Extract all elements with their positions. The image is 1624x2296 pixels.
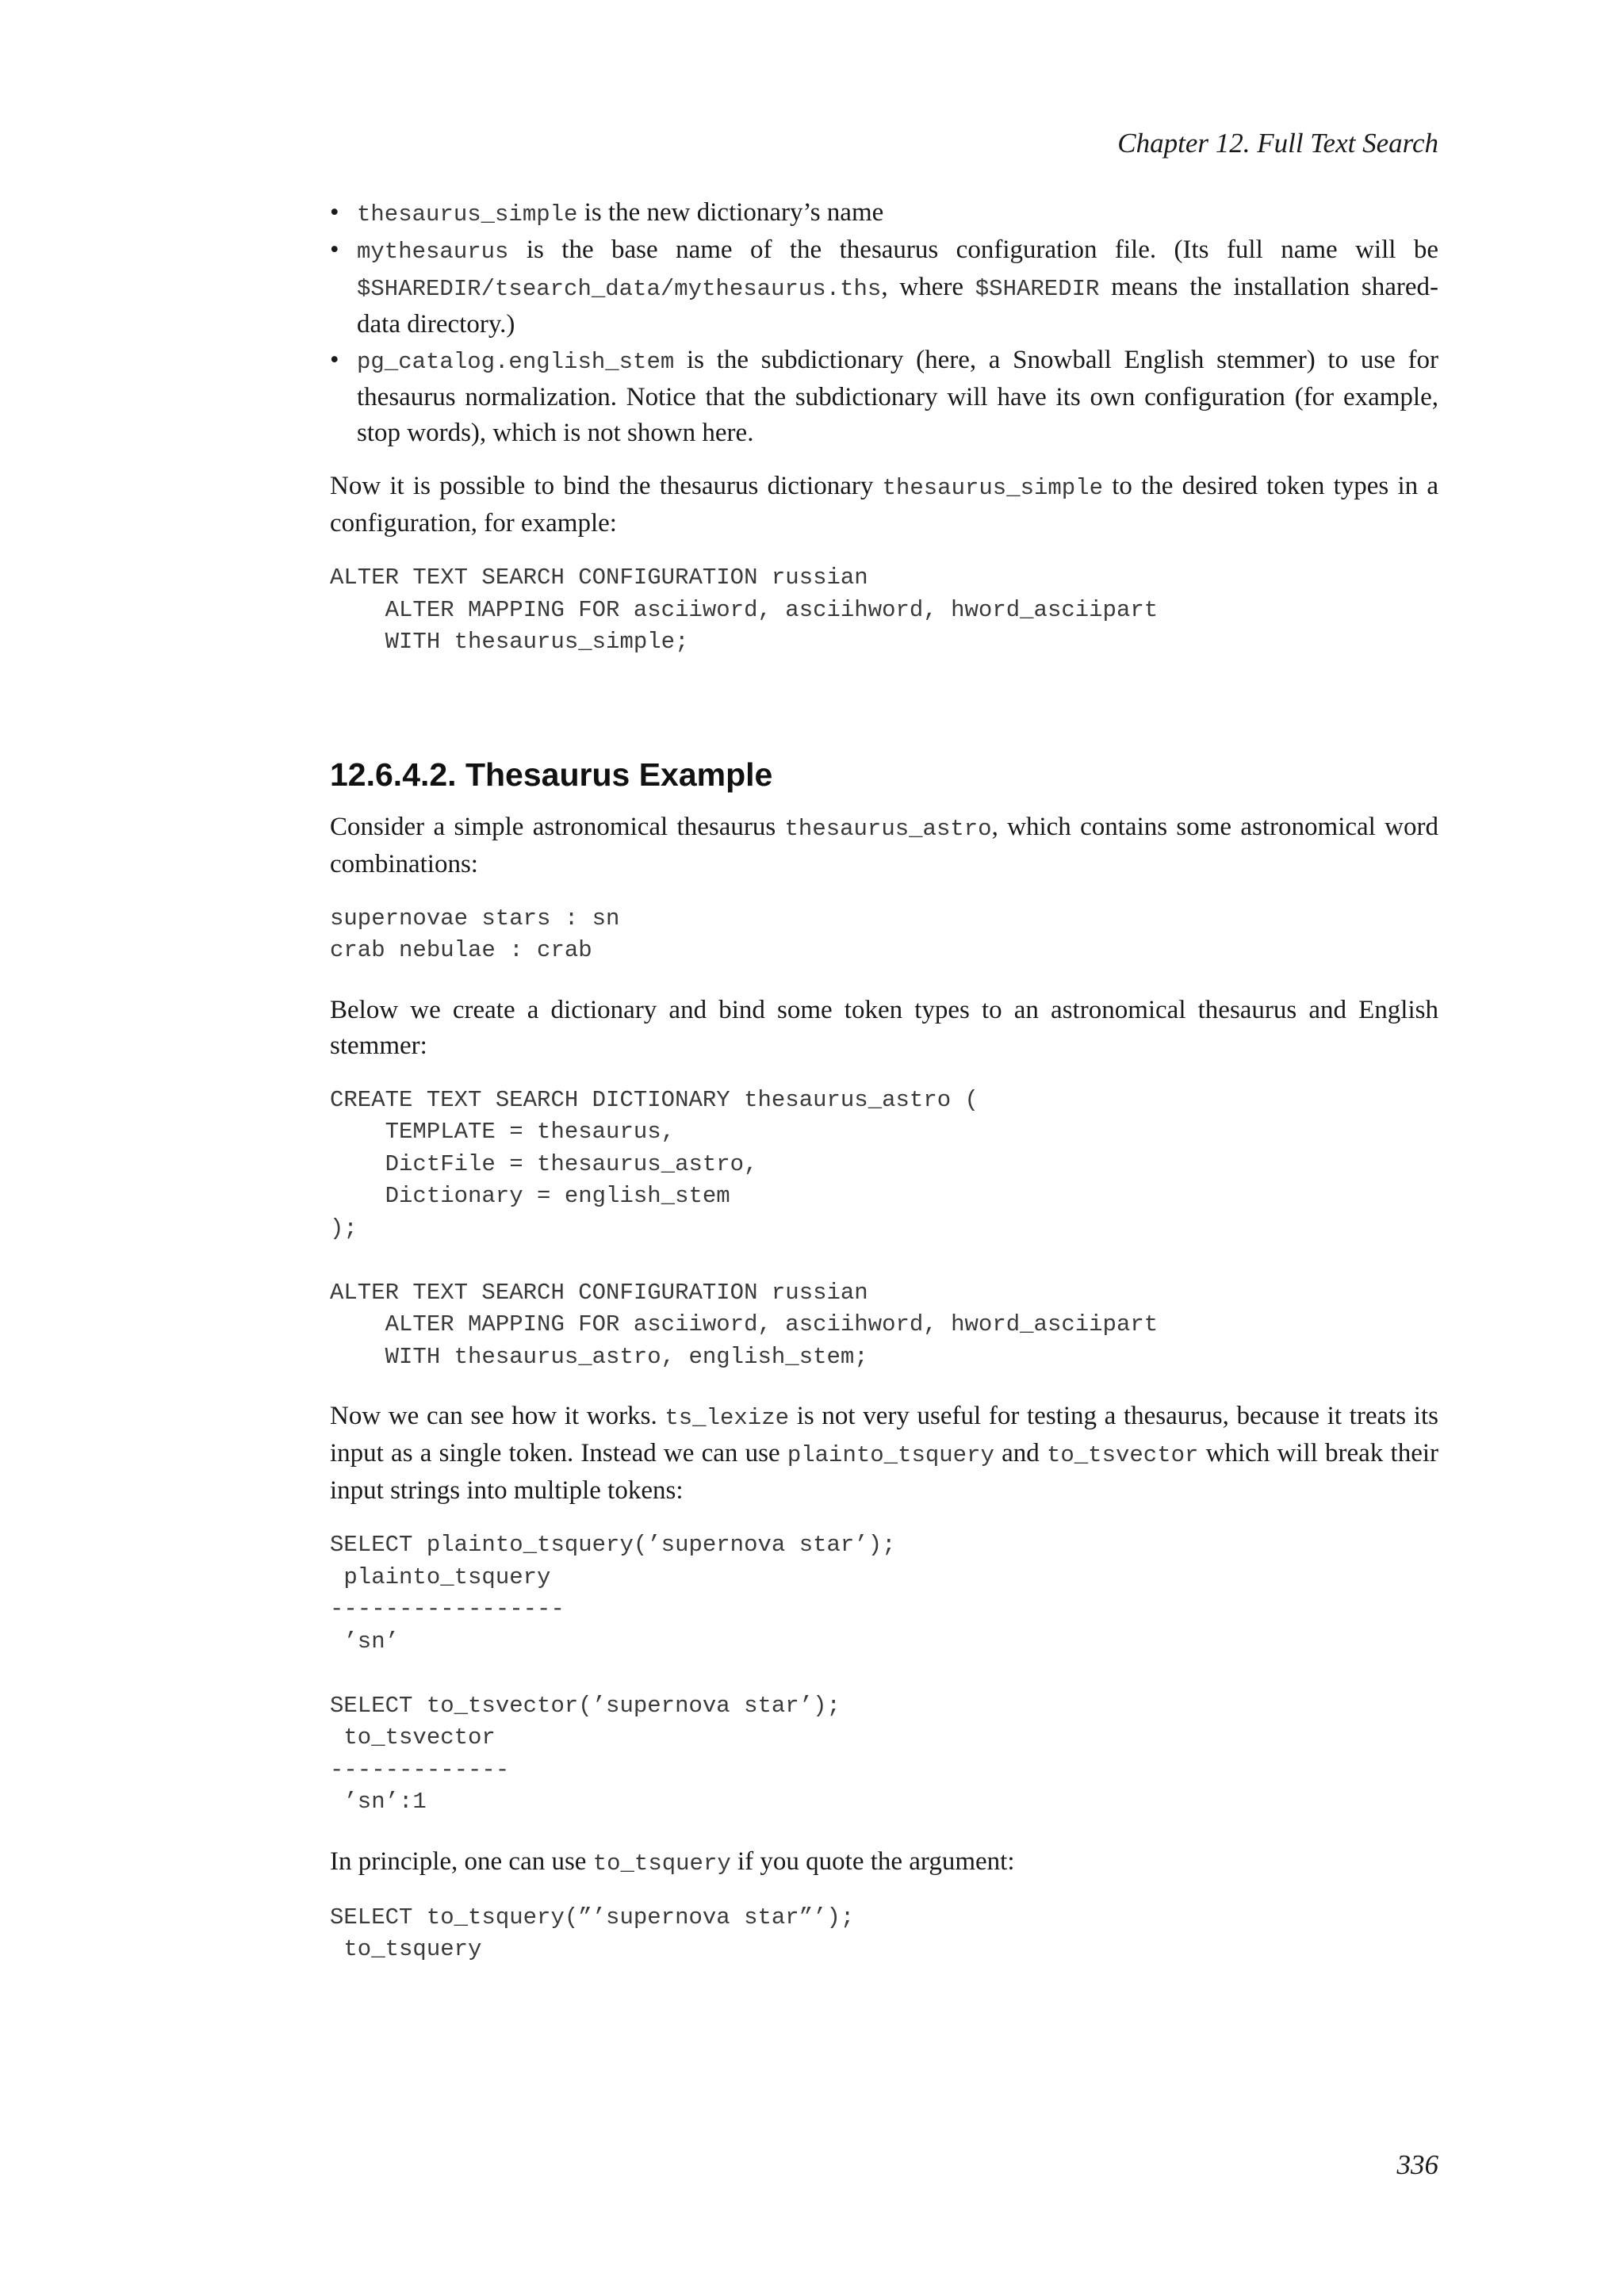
paragraph-consider [330,809,1438,882]
running-head: Chapter 12. Full Text Search [1117,128,1438,159]
bullet-icon: • [330,235,339,264]
code-block-to-tsquery: SELECT to_tsquery(”’supernova star”’); to_tsquery [330,1904,855,1962]
section-heading: 12.6.4.2. Thesaurus Example [330,756,773,793]
code-block-select-examples: SELECT plainto_tsquery(’supernova star’); plainto_tsquery ----------------- ’sn’ SELECT to_tsvector(’supernova star’); to_tsvector ------------- ’sn’:1 [330,1532,896,1815]
inline-code: plainto_tsquery [787,1442,994,1468]
list-item-text: means the installation shared-data directory.) [357,273,1438,339]
paragraph-text: is not very useful for testing a thesaurus, because it treats its input as a single token. Instead we can use [330,1402,1438,1468]
paragraph-text: to the desired token types in a configuration, for example: [330,472,1438,538]
list-item-text: , where [881,273,975,301]
list-item [330,342,1438,451]
paragraph-text: Now it is possible to bind the thesaurus dictionary [330,472,883,500]
inline-code: thesaurus_simple [357,201,578,228]
inline-code: mythesaurus [357,239,509,265]
bullet-icon: • [330,198,339,227]
inline-code: ts_lexize [665,1405,790,1431]
paragraph-below: Below we create a dictionary and bind some token types to an astronomical thesaurus and English stemmer: [330,995,1438,1060]
inline-code: thesaurus_simple [882,475,1104,501]
paragraph-text: Consider a simple astronomical thesaurus [330,812,785,841]
list-item-text: is the base name of the thesaurus configuration file. (Its full name will be [508,235,1438,264]
list-item-text: is the subdictionary (here, a Snowball English stemmer) to use for thesaurus normalization. Notice that the subdictionary will have its own configuration (for example, stop words), which is not shown here. [357,346,1438,447]
list-item [330,232,1438,342]
list-item [330,195,1438,232]
bullet-list [330,195,1438,451]
paragraph-text: In principle, one can use [330,1846,593,1876]
inline-code: to_tsvector [1046,1442,1199,1468]
paragraph-principle [330,1844,1438,1881]
paragraph-bind [330,469,1438,541]
paragraph-text: Now we can see how it works. [330,1402,665,1430]
code-block-alter-mapping: ALTER TEXT SEARCH CONFIGURATION russian ALTER MAPPING FOR asciiword, asciihword, hword_asciipart WITH thesaurus_simple; [330,564,1159,655]
paragraph-now [330,1399,1438,1509]
inline-code: $SHAREDIR [975,276,1100,302]
paragraph-text: if you quote the argument: [730,1846,1015,1876]
code-block-create-dictionary: CREATE TEXT SEARCH DICTIONARY thesaurus_astro ( TEMPLATE = thesaurus, DictFile = thesaurus_astro, Dictionary = english_stem ); ALTER TEXT SEARCH CONFIGURATION russian ALTER MAPPING FOR asciiword, asciihword, hword_asciipart WITH thesaurus_astro, english_stem; [330,1086,1159,1370]
code-block-thesaurus-file: supernovae stars : sn crab nebulae : crab [330,905,620,963]
inline-code: $SHAREDIR/tsearch_data/mythesaurus.ths [357,276,882,302]
paragraph-text: and [994,1439,1047,1468]
bullet-icon: • [330,346,339,374]
page-content [330,124,1438,1992]
page-number: 336 [1396,2149,1438,2180]
paragraph-text: which will break their input strings into multiple tokens: [330,1439,1438,1505]
paragraph-text: , which contains some astronomical word combinations: [330,812,1438,878]
inline-code: thesaurus_astro [784,815,992,842]
list-item-text: is the new dictionary’s name [577,198,884,227]
inline-code: pg_catalog.english_stem [357,349,675,375]
inline-code: to_tsquery [592,1850,731,1877]
